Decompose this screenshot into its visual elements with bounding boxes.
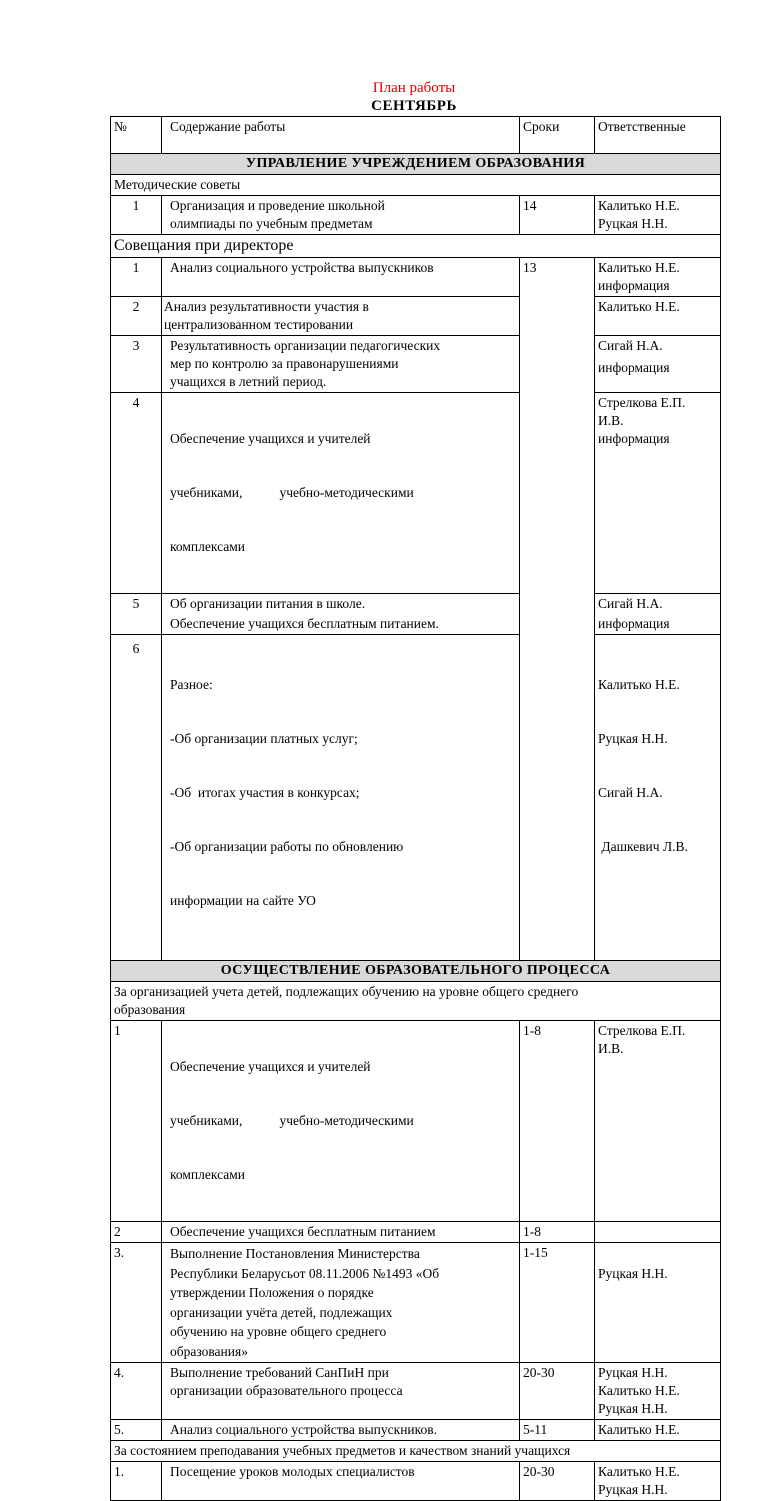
section-title: УПРАВЛЕНИЕ УЧРЕЖДЕНИЕМ ОБРАЗОВАНИЯ [111, 154, 721, 175]
responsible-line: Руцкая Н.Н. [598, 731, 668, 746]
group-title-line: образования [114, 1002, 186, 1017]
row-responsible [595, 1243, 721, 1363]
content-line: Республики Беларусьот 08.11.2006 №1493 «Об [170, 1265, 440, 1281]
group-title: За состоянием преподавания учебных предметов и качеством знаний учащихся [111, 1441, 721, 1462]
group-title [111, 982, 721, 1021]
row-dates: 13 [520, 258, 595, 961]
content-line: Организация и проведение школьной [170, 198, 385, 213]
row-num: 4 [111, 393, 162, 594]
row-dates: 20-30 [520, 1462, 595, 1501]
responsible-line: Руцкая Н.Н. [598, 216, 668, 231]
row-num: 1. [111, 1462, 162, 1501]
content-line: Анализ социального устройства выпускников [170, 260, 434, 275]
content-line: -Об организации платных услуг; [170, 731, 358, 746]
responsible-line: информация [598, 431, 670, 446]
row-content [162, 1222, 520, 1243]
content-line: информации на сайте УО [170, 893, 316, 908]
row-responsible [595, 336, 721, 393]
responsible-line: Руцкая Н.Н. [598, 1365, 668, 1380]
row-dates: 1-8 [520, 1222, 595, 1243]
responsible-line: Калитько Н.Е. [598, 299, 680, 314]
responsible-line: Сигай Н.А. [598, 338, 663, 353]
row-responsible [595, 196, 721, 235]
responsible-line: Калитько Н.Е. [598, 677, 680, 692]
row-content [162, 594, 520, 635]
row-content [162, 1021, 520, 1222]
content-line: Обеспечение учащихся бесплатным питанием [170, 1224, 436, 1239]
content-line: утверждении Положения о порядке [170, 1285, 374, 1300]
table-header-row [111, 117, 721, 154]
responsible-line: информация [598, 616, 670, 631]
group-title: Совещания при директоре [111, 235, 721, 258]
table-row [111, 336, 721, 393]
content-line: Выполнение требований СанПиН при [170, 1365, 389, 1380]
content-line: учебниками, учебно-методическими [170, 485, 414, 500]
responsible-line: Калитько Н.Е. [598, 1383, 680, 1398]
responsible-line: информация [598, 360, 670, 375]
row-responsible [595, 1363, 721, 1420]
responsible-line: Калитько Н.Е. [598, 1464, 680, 1479]
row-dates: 1-15 [520, 1243, 595, 1363]
row-num: 5 [111, 594, 162, 635]
responsible-line [598, 1244, 717, 1264]
row-num: 3. [111, 1243, 162, 1363]
content-line: комплексами [170, 539, 246, 554]
responsible-line: Сигай Н.А. [598, 596, 663, 611]
table-row [111, 297, 721, 336]
content-line: олимпиады по учебным предметам [170, 216, 373, 231]
header-content: Содержание работы [162, 117, 520, 154]
row-num: 4. [111, 1363, 162, 1420]
row-content [162, 258, 520, 297]
content-line: Анализ результативности участия в [164, 299, 369, 314]
responsible-line: Руцкая Н.Н. [598, 1265, 668, 1281]
content-line: Анализ социального устройства выпускников. [170, 1422, 438, 1437]
content-line: -Об организации работы по обновлению [170, 839, 404, 854]
row-responsible [595, 1462, 721, 1501]
content-line: Об организации питания в школе. [170, 596, 366, 611]
responsible-line: Калитько Н.Е. [598, 1422, 680, 1437]
content-line: Разное: [170, 677, 213, 692]
table-row [111, 1462, 721, 1501]
row-num: 6 [111, 635, 162, 961]
row-content [162, 297, 520, 336]
row-responsible [595, 1420, 721, 1441]
row-content [162, 393, 520, 594]
row-num: 2 [111, 1222, 162, 1243]
section-header [111, 961, 721, 982]
content-line: Выполнение Постановления Министерства [170, 1246, 420, 1261]
row-responsible [595, 297, 721, 336]
table-row [111, 1222, 721, 1243]
content-line: Результативность организации педагогических [170, 338, 441, 353]
responsible-line: И.В. [598, 1041, 624, 1056]
header-num: № [111, 117, 162, 154]
content-line: -Об итогах участия в конкурсах; [170, 785, 360, 800]
row-content [162, 336, 520, 393]
table-row [111, 1021, 721, 1222]
responsible-line: Руцкая Н.Н. [598, 1482, 668, 1497]
content-line: образования» [170, 1343, 248, 1359]
section-title: ОСУЩЕСТВЛЕНИЕ ОБРАЗОВАТЕЛЬНОГО ПРОЦЕССА [111, 961, 721, 982]
content-line: организации образовательного процесса [170, 1383, 403, 1398]
content-line: Обеспечение учащихся и учителей [170, 431, 371, 446]
content-line: Посещение уроков молодых специалистов [170, 1464, 415, 1479]
group-header [111, 1441, 721, 1462]
table-row [111, 1420, 721, 1441]
responsible-line: Руцкая Н.Н. [598, 1401, 668, 1416]
table-row [111, 1243, 721, 1363]
table-row [111, 1363, 721, 1420]
content-line: комплексами [170, 1167, 246, 1182]
table-row [111, 594, 721, 635]
row-content [162, 1363, 520, 1420]
row-responsible [595, 1222, 721, 1243]
row-responsible [595, 393, 721, 594]
content-line: учащихся в летний период. [170, 374, 327, 389]
responsible-line: Сигай Н.А. [598, 785, 663, 800]
header-responsible: Ответственные [595, 117, 721, 154]
group-header [111, 175, 721, 196]
responsible-line: Дашкевич Л.В. [598, 839, 688, 854]
table-row [111, 258, 721, 297]
month-heading: СЕНТЯБРЬ [371, 98, 457, 114]
row-num: 1 [111, 258, 162, 297]
row-num: 2 [111, 297, 162, 336]
row-responsible [595, 594, 721, 635]
row-num: 1 [111, 1021, 162, 1222]
row-responsible [595, 635, 721, 961]
row-content [162, 196, 520, 235]
row-responsible [595, 258, 721, 297]
responsible-line: Калитько Н.Е. [598, 198, 680, 213]
row-num: 1 [111, 196, 162, 235]
content-line: обучению на уровне общего среднего [170, 1324, 387, 1339]
responsible-line: информация [598, 278, 670, 293]
work-plan-table [110, 116, 721, 1501]
group-title-line: За организацией учета детей, подлежащих обучению на уровне общего среднего [114, 984, 579, 999]
row-responsible [595, 1021, 721, 1222]
content-line: мер по контролю за правонарушениями [170, 356, 399, 371]
row-dates: 1-8 [520, 1021, 595, 1222]
content-line: учебниками, учебно-методическими [170, 1113, 414, 1128]
section-header [111, 154, 721, 175]
row-num: 3 [111, 336, 162, 393]
content-line: организации учёта детей, подлежащих [170, 1304, 393, 1320]
table-row [111, 196, 721, 235]
row-num: 5. [111, 1420, 162, 1441]
row-dates: 14 [520, 196, 595, 235]
row-content [162, 1420, 520, 1441]
table-row [111, 393, 721, 594]
document-title: План работы [372, 80, 456, 96]
row-content [162, 635, 520, 961]
header-dates: Сроки [520, 117, 595, 154]
responsible-line: И.В. [598, 413, 624, 428]
content-line: централизованном тестировании [164, 317, 354, 332]
row-dates: 5-11 [520, 1420, 595, 1441]
table-row [111, 635, 721, 961]
row-dates: 20-30 [520, 1363, 595, 1420]
row-content [162, 1243, 520, 1363]
group-title: Методические советы [111, 175, 721, 196]
row-content [162, 1462, 520, 1501]
content-line: Обеспечение учащихся бесплатным питанием. [170, 616, 439, 631]
content-line: Обеспечение учащихся и учителей [170, 1059, 371, 1074]
group-header [111, 235, 721, 258]
responsible-line: Стрелкова Е.П. [598, 1023, 686, 1038]
responsible-line: Калитько Н.Е. [598, 260, 680, 275]
group-header [111, 982, 721, 1021]
responsible-line: Стрелкова Е.П. [598, 395, 686, 410]
